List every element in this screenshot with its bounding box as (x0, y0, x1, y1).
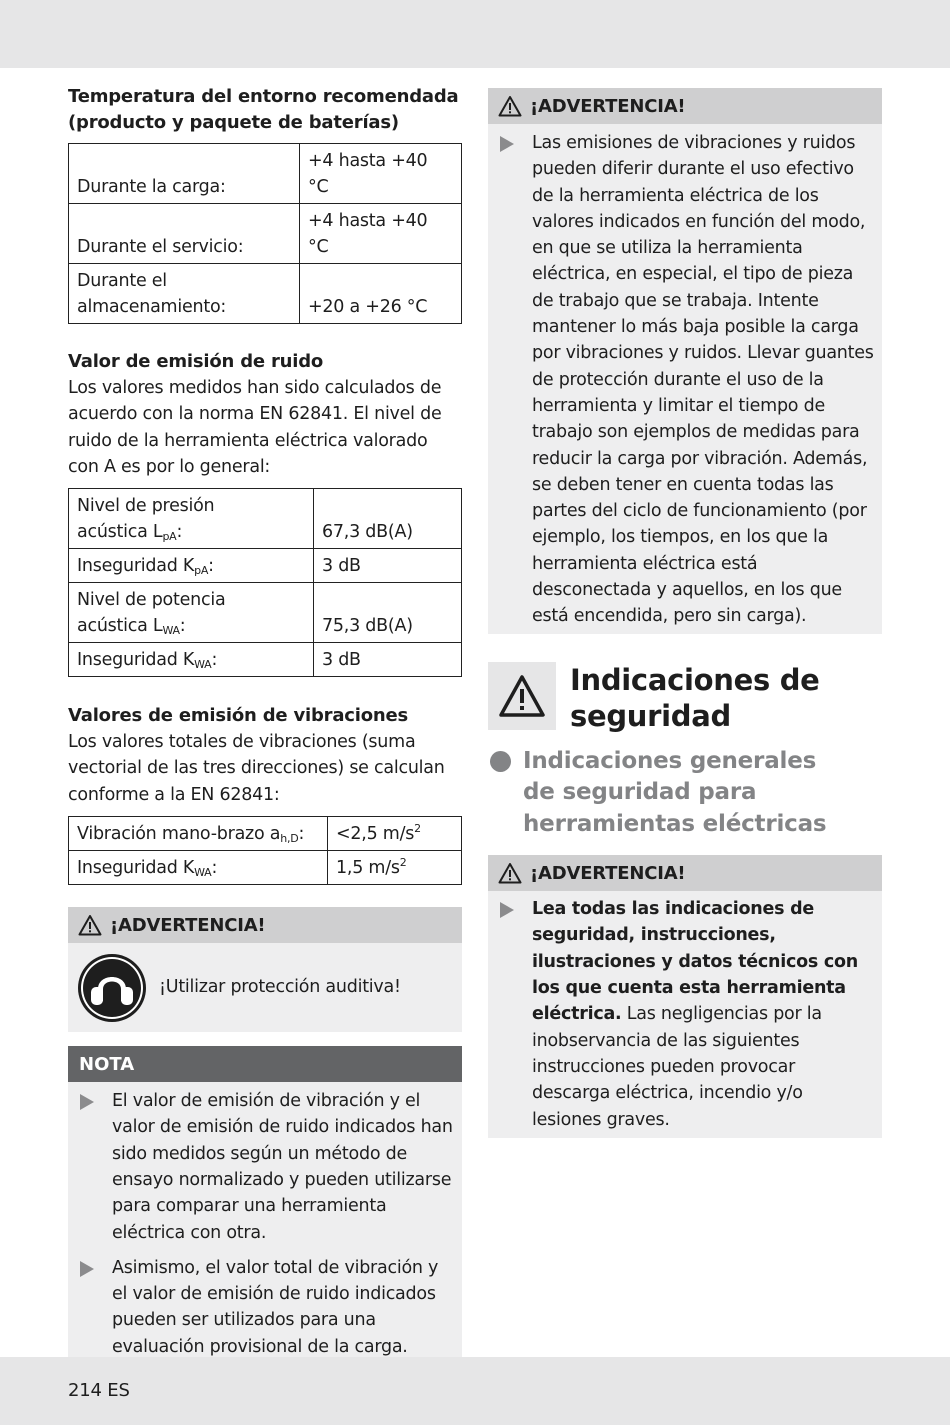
list-item (488, 130, 882, 630)
vibration-label: Vibración mano-brazo $a_{h,D}$: (69, 817, 328, 851)
list-item (68, 1255, 462, 1360)
vibration-text: Los valores totales de vibraciones (suma vectorial de las tres direcciones) se calculan conforme a la EN 62841: (68, 732, 445, 805)
table-row (69, 489, 462, 549)
noise-value: 75,3 dB(A) (314, 583, 462, 643)
temp-value: +4 hasta +40 °C (300, 144, 462, 204)
bottom-band (0, 1357, 950, 1425)
vibration-label: Inseguridad $K_{WA}$: (69, 851, 328, 885)
page-footer (68, 1380, 130, 1401)
table-row (69, 204, 462, 264)
temp-value: +4 hasta +40 °C (300, 204, 462, 264)
hearing-warning-header (68, 907, 462, 943)
vibration-warning-text: Las emisiones de vibraciones y ruidos pueden diferir durante el uso efectivo de la herramienta eléctrica de los valores indicados en función del modo, en que se utiliza la herramienta eléctrica, en especial, el tipo de pieza de trabajo que se trabaja. Intente mantener lo más baja posible la carga por vibraciones y ruidos. Llevar guantes de protección durante el uso de la herramienta y limitar el tiempo de trabajo son ejemplos de medidas para reducir la carga por vibración. Además, se deben tener en cuenta todas las partes del ciclo de funcionamiento (por ejemplo, los tiempos, en los que la herramienta eléctrica está desconectada y aquellos, en los que está encendida, pero sin carga). (532, 133, 874, 627)
bullet-circle-icon (490, 751, 511, 772)
bullet-triangle-icon (80, 1261, 94, 1277)
safety-subtitle: Indicaciones generales de seguridad para herramientas eléctricas (523, 747, 827, 837)
vibration-heading: Valores de emisión de vibraciones (68, 705, 409, 727)
warning-triangle-icon (498, 674, 546, 718)
table-row (69, 583, 462, 643)
noise-label: Inseguridad $K_{WA}$: (69, 643, 314, 677)
vibration-warning-title: ¡ADVERTENCIA! (530, 95, 686, 117)
read-warning-text: Las negligencias por la inobservancia de las siguientes instrucciones pueden provocar descarga eléctrica, incendio y/o lesiones graves. (532, 1004, 822, 1130)
hearing-warning-title: ¡ADVERTENCIA! (110, 914, 266, 936)
note-box (68, 1046, 462, 1366)
read-warning-header (488, 855, 882, 891)
warning-triangle-icon (498, 95, 522, 117)
warning-triangle-icon (498, 862, 522, 884)
table-row (69, 264, 462, 324)
bullet-triangle-icon (80, 1094, 94, 1110)
ear-protection-icon (77, 953, 147, 1023)
noise-value: 67,3 dB(A) (314, 489, 462, 549)
bullet-triangle-icon (500, 136, 514, 152)
table-row (69, 817, 462, 851)
language-code: ES (107, 1380, 130, 1401)
note-item-text: El valor de emisión de vibración y el valor de emisión de ruido indicados han sido medidos según un método de ensayo normalizado y pueden utilizarse para comparar una herramienta eléctrica con otra. (112, 1091, 453, 1243)
noise-label: Nivel de presión acústica $L_{pA}$: (69, 489, 314, 549)
temp-label: Durante el servicio: (69, 204, 300, 264)
temperature-heading: Temperatura del entorno recomendada (producto y paquete de baterías) (68, 86, 459, 133)
temp-label: Durante la carga: (69, 144, 300, 204)
safety-icon-tile (488, 662, 556, 730)
vibration-warning-box (488, 88, 882, 634)
read-warning-title: ¡ADVERTENCIA! (530, 862, 686, 884)
top-band (0, 0, 950, 68)
page-number: 214 (68, 1380, 102, 1401)
left-column (68, 84, 462, 1366)
temp-value: +20 a +26 °C (300, 264, 462, 324)
list-item (68, 1088, 462, 1246)
noise-text: Los valores medidos han sido calculados de acuerdo con la norma EN 62841. El nivel de ruido de la herramienta eléctrica valorado con A es por lo general: (68, 378, 442, 477)
noise-value: 3 dB (314, 643, 462, 677)
vibration-warning-header (488, 88, 882, 124)
noise-value: 3 dB (314, 549, 462, 583)
right-column (488, 88, 882, 1138)
note-item-text: Asimismo, el valor total de vibración y el valor de emisión de ruido indicados pueden ser utilizados para una evaluación provisional de la carga. (112, 1257, 439, 1357)
noise-table (68, 488, 462, 677)
safety-title-block (488, 662, 882, 734)
noise-label: Inseguridad $K_{pA}$: (69, 549, 314, 583)
warning-triangle-icon (78, 914, 102, 936)
read-warning-bold: Lea todas las indicaciones de seguridad, instrucciones, ilustraciones y datos técnicos con los que cuenta esta herramienta eléctrica. (532, 899, 858, 1025)
note-header: NOTA (68, 1046, 462, 1082)
safety-subtitle-block (488, 746, 882, 841)
temp-label: Durante el almacenamiento: (69, 264, 300, 324)
vibration-value: <2,5 $m/s^2$ (328, 817, 462, 851)
table-row (69, 643, 462, 677)
noise-label: Nivel de potencia acústica $L_{WA}$: (69, 583, 314, 643)
bullet-triangle-icon (500, 902, 514, 918)
vibration-table (68, 816, 462, 885)
hearing-warning-text: ¡Utilizar protección auditiva! (159, 977, 401, 998)
list-item (488, 896, 882, 1133)
safety-title: Indicaciones de seguridad (570, 662, 820, 733)
temperature-table (68, 143, 462, 324)
read-warning-box (488, 855, 882, 1138)
table-row (69, 144, 462, 204)
table-row (69, 851, 462, 885)
table-row (69, 549, 462, 583)
noise-heading: Valor de emisión de ruido (68, 351, 324, 372)
hearing-warning-box (68, 907, 462, 1032)
vibration-value: 1,5 $m/s^2$ (328, 851, 462, 885)
